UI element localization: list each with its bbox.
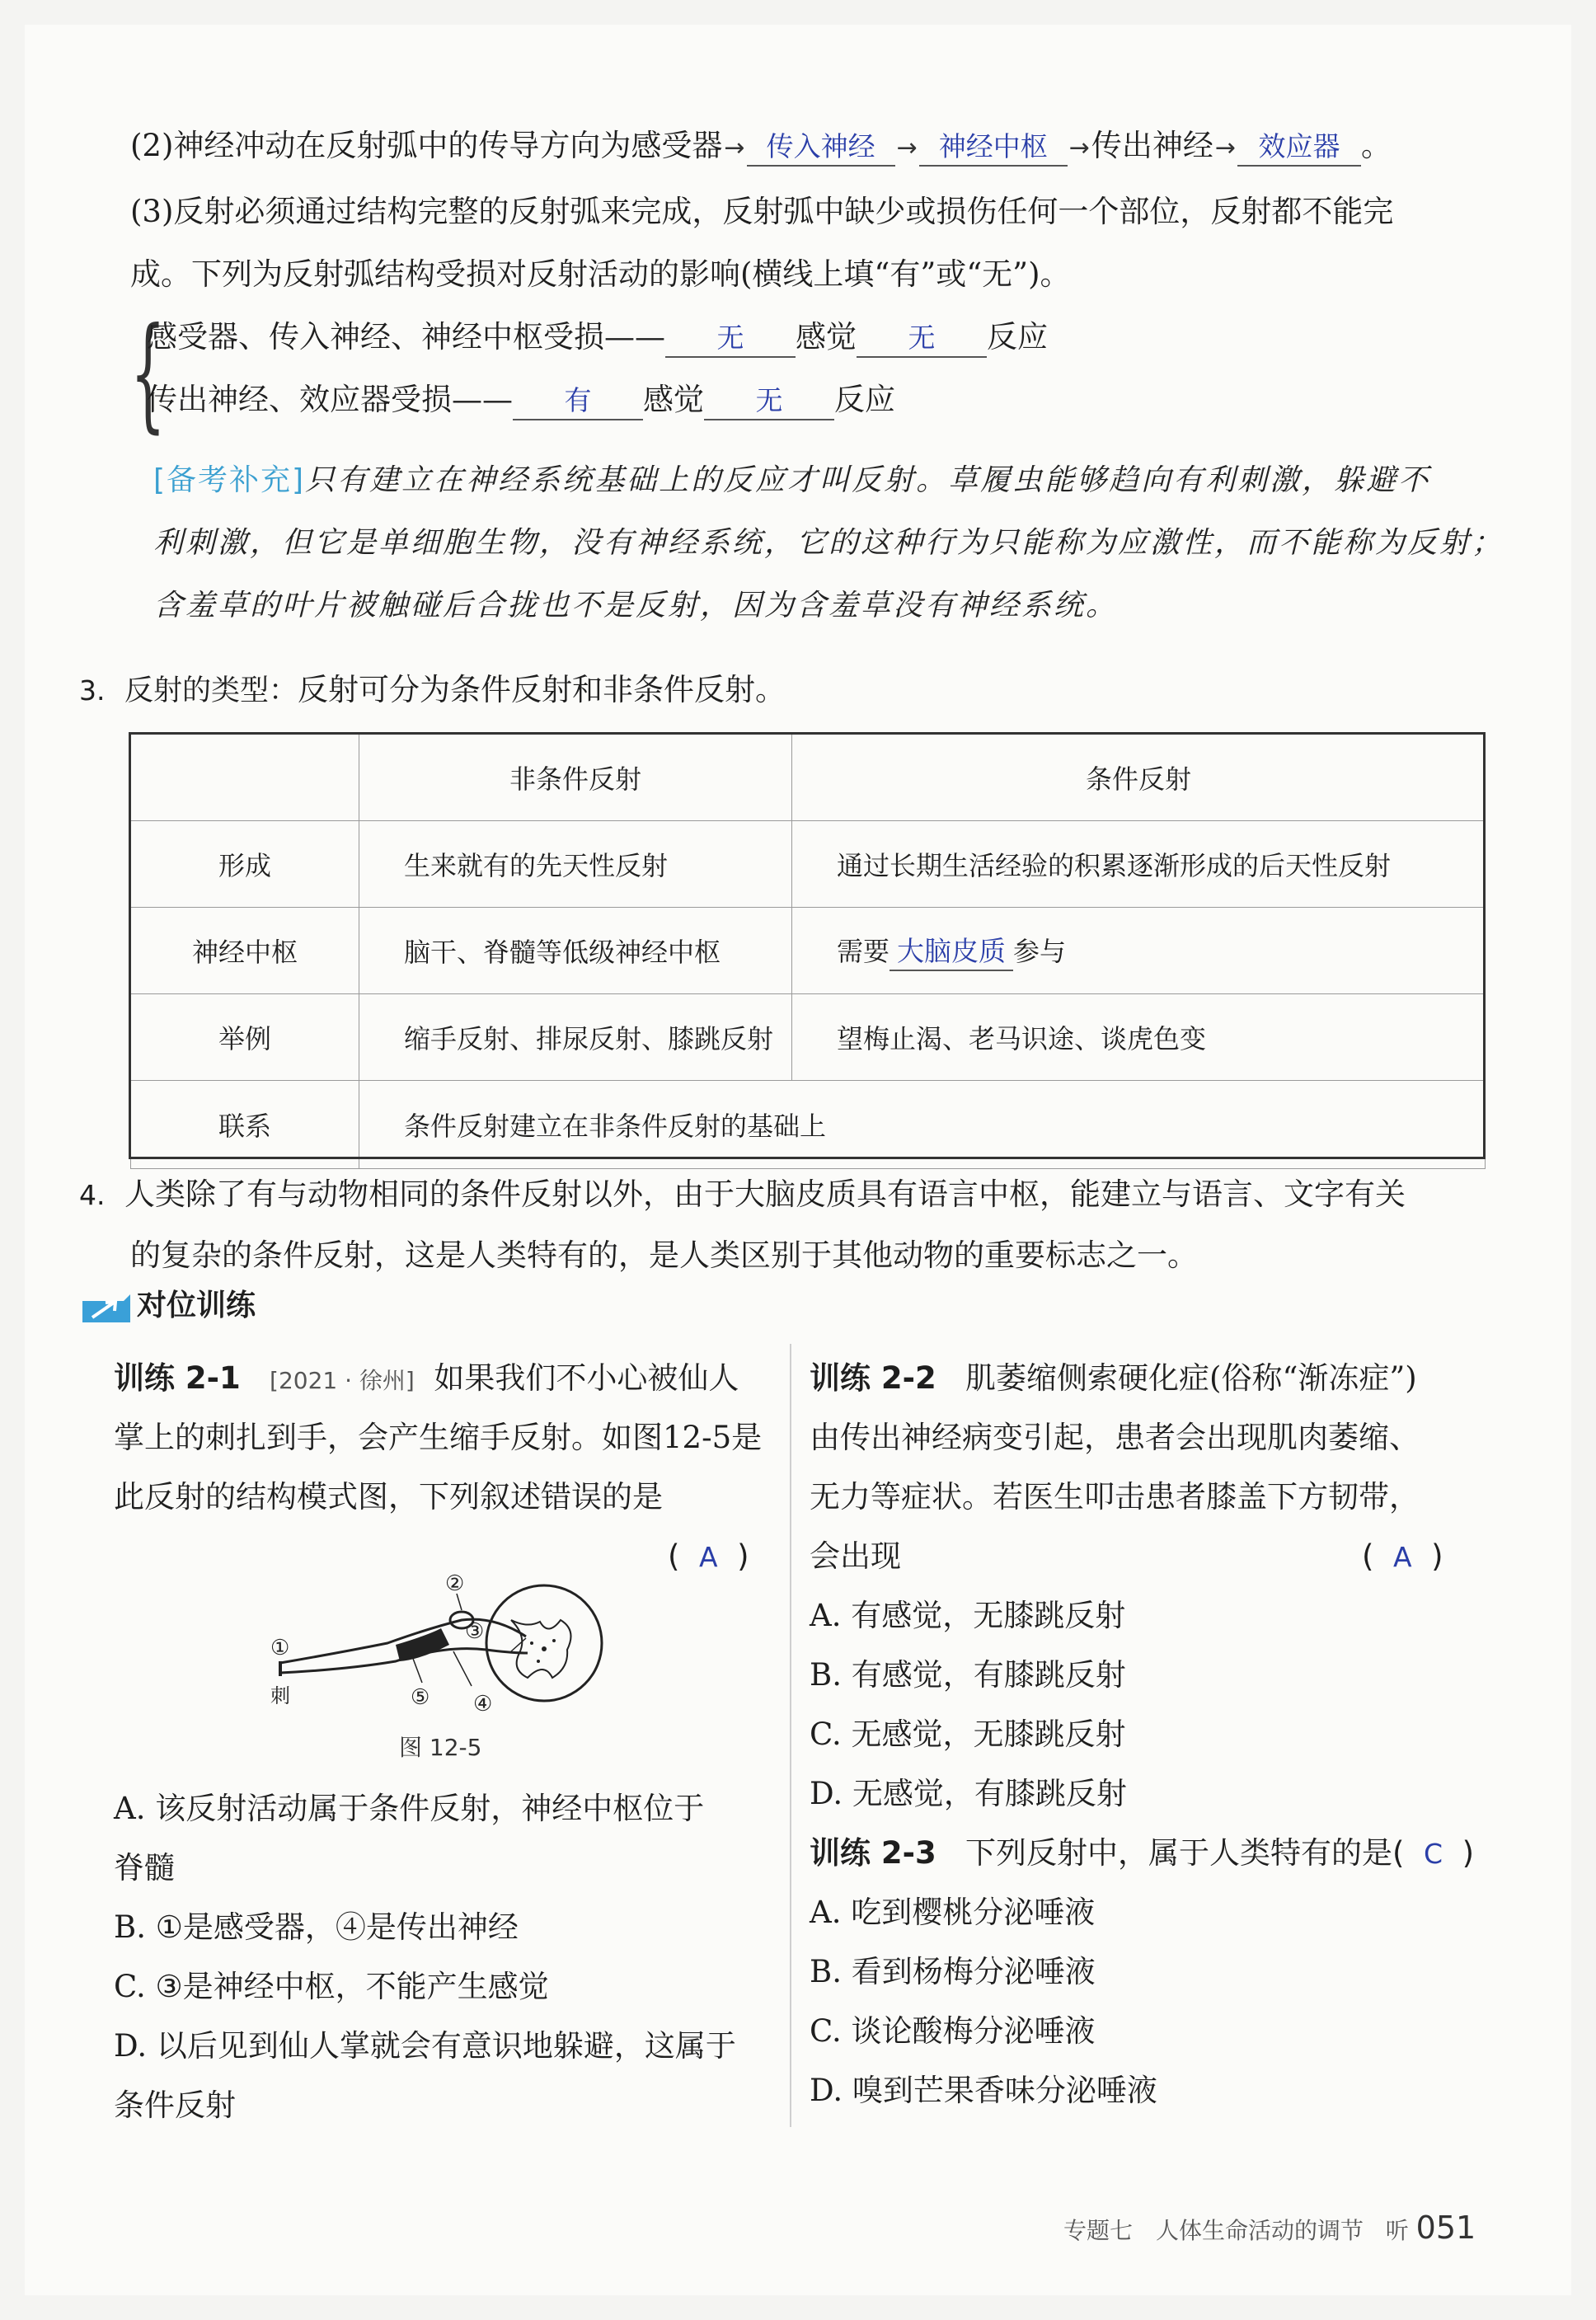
reflex-arc-intro-line1: (3)反射必须通过结构完整的反射弧来完成，反射弧中缺少或损伤任何一个部位，反射都不能完	[130, 194, 1394, 229]
case2-response-label: 反应	[834, 382, 895, 417]
case1-response-blank: 无	[857, 320, 987, 358]
table-row	[131, 908, 1486, 994]
damage-case-1	[147, 317, 1048, 358]
case1-response-label: 反应	[987, 319, 1048, 355]
q22-option-d: D. 无感觉，有膝跳反射	[810, 1776, 1127, 1811]
q21-answer-box	[668, 1527, 749, 1587]
item4-line2: 的复杂的条件反射，这是人类特有的，是人类区别于其他动物的重要标志之一。	[130, 1237, 1198, 1273]
table-header-row	[131, 735, 1486, 821]
training-heading: 对位训练	[137, 1289, 256, 1322]
q23-option-c: C. 谈论酸梅分泌唾液	[810, 2013, 1096, 2049]
row-label-formation: 形成	[131, 821, 359, 908]
q22-line2: 由传出神经病变引起，患者会出现肌肉萎缩、	[810, 1420, 1420, 1455]
cell-example-unconditioned: 缩手反射、排尿反射、膝跳反射	[359, 994, 792, 1081]
q22-line3: 无力等症状。若医生叩击患者膝盖下方韧带，	[810, 1479, 1420, 1515]
q23-option-d: D. 嗅到芒果香味分泌唾液	[810, 2073, 1157, 2108]
reflex-arc-figure	[264, 1571, 627, 1719]
q21-option-a-cont: 脊髓	[114, 1850, 175, 1886]
reflex-comparison-table	[130, 734, 1486, 1169]
case2-prefix: 传出神经、效应器受损——	[147, 382, 513, 417]
q23-answer: C	[1424, 1838, 1443, 1870]
q21-text1: 如果我们不小心被仙人	[434, 1360, 739, 1396]
fig-label-5: ⑤	[411, 1685, 430, 1710]
q22-line4: 会出现	[810, 1538, 901, 1574]
q21-option-d: D. 以后见到仙人掌就会有意识地躲避，这属于	[114, 2028, 736, 2064]
training-arrow-icon	[82, 1293, 134, 1324]
item3-number: 3.	[79, 674, 106, 707]
paren-open: (	[1392, 1835, 1405, 1871]
footer-chapter: 专题七 人体生命活动的调节	[1063, 2217, 1364, 2244]
fig-label-4: ④	[473, 1692, 493, 1717]
arrow-icon: →	[896, 134, 918, 162]
column-divider	[790, 1344, 791, 2127]
efferent-nerve-text: 传出神经	[1091, 128, 1213, 163]
q23-line1	[810, 1824, 1474, 1884]
case1-sensation-blank: 无	[665, 320, 796, 358]
q21-option-d-cont: 条件反射	[114, 2088, 236, 2123]
q21-line2: 掌上的刺扎到手，会产生缩手反射。如图12-5是	[114, 1420, 763, 1455]
fig-label-2: ②	[445, 1571, 465, 1596]
q21-option-b: B. ①是感受器，④是传出神经	[114, 1909, 519, 1945]
conduction-direction-line	[130, 125, 1392, 169]
table-header-empty	[131, 735, 359, 821]
blank-afferent-nerve: 传入神经	[747, 129, 895, 167]
damage-case-2	[147, 379, 895, 420]
row-label-nerve-center: 神经中枢	[131, 908, 359, 994]
supplement-tag: [备考补充]	[153, 463, 306, 497]
blank-effector: 效应器	[1237, 129, 1361, 167]
spinal-cord-outline	[486, 1585, 602, 1701]
item4-number: 4.	[79, 1179, 106, 1211]
gray-matter	[511, 1620, 571, 1678]
blank-nerve-center: 神经中枢	[919, 129, 1068, 167]
q21-line1	[114, 1349, 739, 1411]
q21-answer: A	[698, 1541, 718, 1573]
q22-text1: 肌萎缩侧索硬化症(俗称“渐冻症”)	[965, 1360, 1417, 1396]
q22-label: 训练 2-2	[810, 1360, 936, 1396]
footer-listen: 听	[1385, 2217, 1409, 2244]
q21-source: [2021 · 徐州]	[270, 1367, 415, 1394]
item3-text: 反射可分为条件反射和非条件反射。	[298, 672, 786, 707]
reflex-types-line	[79, 669, 786, 711]
arrow-icon: →	[1214, 134, 1236, 162]
row-label-relation: 联系	[131, 1081, 359, 1169]
arrow-icon: →	[724, 134, 745, 162]
supplement-line2: 利刺激，但它是单细胞生物，没有神经系统，它的这种行为只能称为应激性，而不能称为反射；	[153, 526, 1504, 560]
figure-caption: 图 12-5	[399, 1734, 482, 1761]
paren-open: (	[668, 1538, 680, 1574]
q23-label: 训练 2-3	[810, 1835, 936, 1871]
q22-option-b: B. 有感觉，有膝跳反射	[810, 1657, 1126, 1693]
table-header-conditioned: 条件反射	[792, 735, 1486, 821]
paren-close: )	[1431, 1538, 1443, 1574]
q22-option-a: A. 有感觉，无膝跳反射	[810, 1598, 1126, 1633]
case2-sensation-blank: 有	[513, 383, 643, 420]
table-header-unconditioned: 非条件反射	[359, 735, 792, 821]
q21-label: 训练 2-1	[114, 1360, 241, 1396]
cell-example-conditioned: 望梅止渴、老马识途、谈虎色变	[792, 994, 1486, 1081]
case1-sensation-label: 感觉	[796, 319, 857, 355]
supplement-line3: 含羞草的叶片被触碰后合拢也不是反射，因为含羞草没有神经系统。	[153, 589, 1119, 622]
q23-text1: 下列反射中，属于人类特有的是	[965, 1835, 1393, 1871]
table-row	[131, 1081, 1486, 1169]
q22-line1	[810, 1349, 1417, 1408]
cell-formation-conditioned: 通过长期生活经验的积累逐渐形成的后天性反射	[792, 821, 1486, 908]
fig-label-1: ①	[270, 1636, 290, 1660]
table-row	[131, 821, 1486, 908]
paren-close: )	[1462, 1835, 1475, 1871]
page-footer	[1063, 2210, 1476, 2246]
page-number: 051	[1415, 2210, 1476, 2246]
item4-line1	[79, 1174, 1406, 1216]
center-pre: 需要	[837, 935, 890, 967]
arrow-icon: →	[1068, 134, 1090, 162]
supplement-line1	[153, 460, 1430, 501]
reflex-arc-intro-line2: 成。下列为反射弧结构受损对反射活动的影响(横线上填“有”或“无”)。	[130, 256, 1071, 292]
cell-formation-unconditioned: 生来就有的先天性反射	[359, 821, 792, 908]
cell-relation: 条件反射建立在非条件反射的基础上	[359, 1081, 1486, 1169]
table-row	[131, 994, 1486, 1081]
center-post: 参与	[1013, 935, 1067, 967]
q22-answer: A	[1392, 1541, 1412, 1573]
muscle	[396, 1628, 449, 1661]
q22-answer-box	[1362, 1527, 1443, 1587]
paren-close: )	[737, 1538, 749, 1574]
cell-center-conditioned	[792, 908, 1486, 994]
supplement-text1: 只有建立在神经系统基础上的反应才叫反射。草履虫能够趋向有利刺激，躲避不	[305, 463, 1431, 497]
case1-prefix: 感受器、传入神经、神经中枢受损——	[147, 319, 665, 355]
q21-option-a: A. 该反射活动属于条件反射，神经中枢位于	[114, 1791, 705, 1826]
brace-icon: {	[130, 302, 166, 445]
case2-sensation-label: 感觉	[643, 382, 704, 417]
case2-response-blank: 无	[704, 383, 834, 420]
fig-label-thorn: 刺	[270, 1684, 290, 1707]
q23-option-a: A. 吃到樱桃分泌唾液	[810, 1895, 1096, 1930]
q23-option-b: B. 看到杨梅分泌唾液	[810, 1954, 1096, 1989]
line2-text: (2)神经冲动在反射弧中的传导方向为感受器	[130, 128, 723, 163]
blank-cerebral-cortex: 大脑皮质	[890, 933, 1013, 971]
q22-option-c: C. 无感觉，无膝跳反射	[810, 1717, 1126, 1752]
item4-text1: 人类除了有与动物相同的条件反射以外，由于大脑皮质具有语言中枢，能建立与语言、文字有关	[124, 1176, 1406, 1212]
paren-open: (	[1362, 1538, 1374, 1574]
item3-title: 反射的类型：	[124, 674, 298, 707]
q21-line3: 此反射的结构模式图，下列叙述错误的是	[114, 1479, 663, 1515]
cell-center-unconditioned: 脑干、脊髓等低级神经中枢	[359, 908, 792, 994]
q21-option-c: C. ③是神经中枢，不能产生感觉	[114, 1969, 549, 2004]
line2-end: 。	[1360, 128, 1392, 163]
row-label-example: 举例	[131, 994, 359, 1081]
fig-label-3: ③	[465, 1619, 485, 1644]
